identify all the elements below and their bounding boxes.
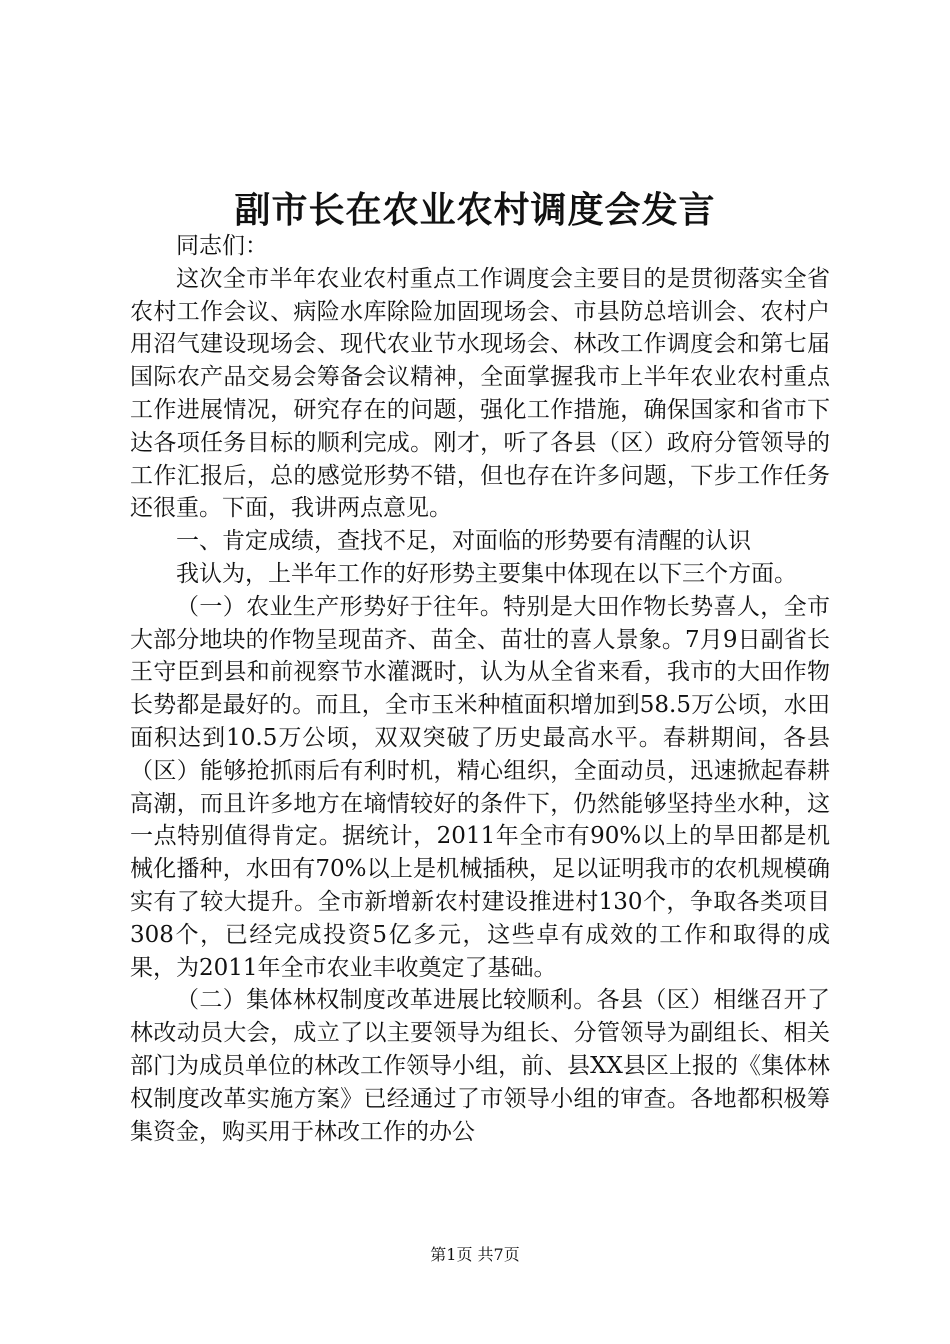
document-title: 副市长在农业农村调度会发言 xyxy=(234,189,716,231)
section-heading-1: 一、肯定成绩，查找不足，对面临的形势要有清醒的认识 xyxy=(176,528,751,555)
document-body xyxy=(130,230,830,1148)
salutation: 同志们： xyxy=(176,233,268,259)
paragraph-item-2: （二）集体林权制度改革进展比较顺利。各县（区）相继召开了林改动员大会，成立了以主要领导为组长、分管领导为副组长、相关部门为成员单位的林改工作领导小组，前、县XX县区上报的《集体林权制度改革实施方案》已经通过了市领导小组的审查。各地都积极筹集资金，购买用于林改工作的办公 xyxy=(130,987,830,1145)
paragraph-item-1: （一）农业生产形势好于往年。特别是大田作物长势喜人，全市大部分地块的作物呈现苗齐、苗全、苗壮的喜人景象。7月9日副省长王守臣到县和前视察节水灌溉时，认为从全省来看，我市的大田作物长势都是最好的。而且，全市玉米种植面积增加到58.5万公顷，水田面积达到10.5万公顷，双双突破了历史最高水平。春耕期间，各县（区）能够抢抓雨后有利时机，精心组织，全面动员，迅速掀起春耕高潮，而且许多地方在墒情较好的条件下，仍然能够坚持坐水种，这一点特别值得肯定。据统计，2011年全市有90%以上的旱田都是机械化播种，水田有70%以上是机械插秧，足以证明我市的农机规模确实有了较大提升。全市新增新农村建设推进村130个，争取各类项目308个，已经完成投资5亿多元，这些卓有成效的工作和取得的成果，为2011年全市农业丰收奠定了基础。 xyxy=(130,593,830,981)
page-footer: 第1页 共7页 xyxy=(430,1245,520,1264)
paragraph-intro: 这次全市半年农业农村重点工作调度会主要目的是贯彻落实全省农村工作会议、病险水库除险加固现场会、市县防总培训会、农村户用沼气建设现场会、现代农业节水现场会、林改工作调度会和第七届国际农产品交易会筹备会议精神，全面掌握我市上半年农业农村重点工作进展情况，研究存在的问题，强化工作措施，确保国家和省市下达各项任务目标的顺利完成。刚才，听了各县（区）政府分管领导的工作汇报后，总的感觉形势不错，但也存在许多问题，下步工作任务还很重。下面，我讲两点意见。 xyxy=(130,265,830,522)
paragraph-summary: 我认为，上半年工作的好形势主要集中体现在以下三个方面。 xyxy=(176,560,797,587)
